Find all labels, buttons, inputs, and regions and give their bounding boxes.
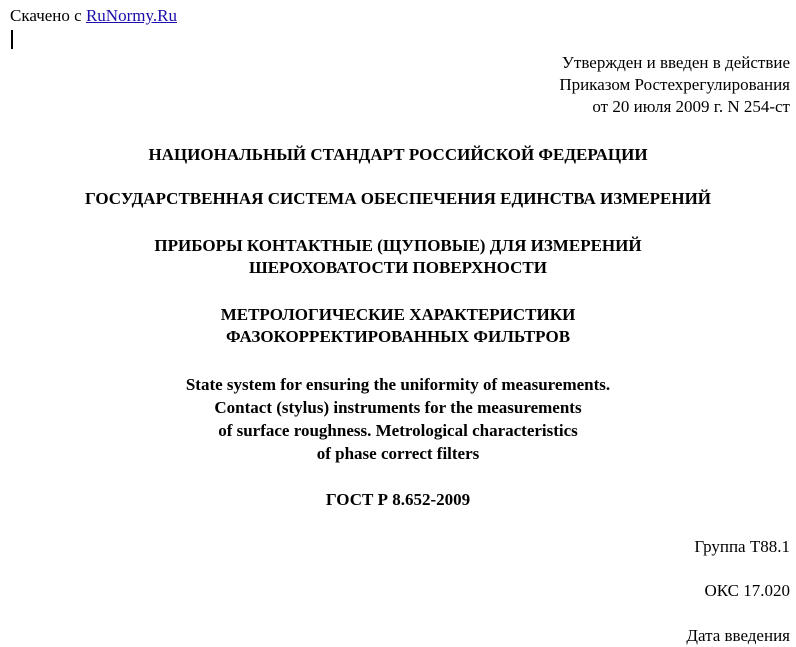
english-title-line-2: Contact (stylus) instruments for the measurements [214,398,582,417]
national-standard-heading: НАЦИОНАЛЬНЫЙ СТАНДАРТ РОССИЙСКОЙ ФЕДЕРАЦИИ [148,145,648,164]
instruments-heading-line-2: ШЕРОХОВАТОСТИ ПОВЕРХНОСТИ [249,258,547,277]
instruments-heading-line-1: ПРИБОРЫ КОНТАКТНЫЕ (ЩУПОВЫЕ) ДЛЯ ИЗМЕРЕНИЙ [154,236,642,255]
approval-line-1: Утвержден и введен в действие [561,53,790,72]
approval-line-3: от 20 июля 2009 г. N 254-ст [592,97,790,116]
english-title-line-1: State system for ensuring the uniformity of measurements. [185,375,611,394]
english-title [0,373,796,465]
standard-number: ГОСТ Р 8.652-2009 [325,490,471,509]
source-link[interactable]: RuNormy.Ru [85,6,177,25]
classification-group: Группа Т88.1 [694,537,790,556]
english-title-line-3: of surface roughness. Metrological characteristics [218,421,578,440]
instruments-heading [0,235,796,279]
metrology-heading-line-2: ФАЗОКОРРЕКТИРОВАННЫХ ФИЛЬТРОВ [225,327,571,346]
approval-line-2: Приказом Ростехрегулирования [559,75,790,94]
introduction-date-label: Дата введения [686,626,790,645]
metrology-heading-line-1: МЕТРОЛОГИЧЕСКИЕ ХАРАКТЕРИСТИКИ [220,305,576,324]
downloaded-prefix: Скачено с [10,6,82,25]
state-system-heading: ГОСУДАРСТВЕННАЯ СИСТЕМА ОБЕСПЕЧЕНИЯ ЕДИНСТВА ИЗМЕРЕНИЙ [84,189,712,208]
approval-block [559,52,790,118]
download-source-line [10,6,177,26]
text-cursor [11,30,13,49]
metrology-heading [0,304,796,348]
english-title-line-4: of phase correct filters [316,444,480,463]
classification-oks: ОКС 17.020 [704,581,790,600]
